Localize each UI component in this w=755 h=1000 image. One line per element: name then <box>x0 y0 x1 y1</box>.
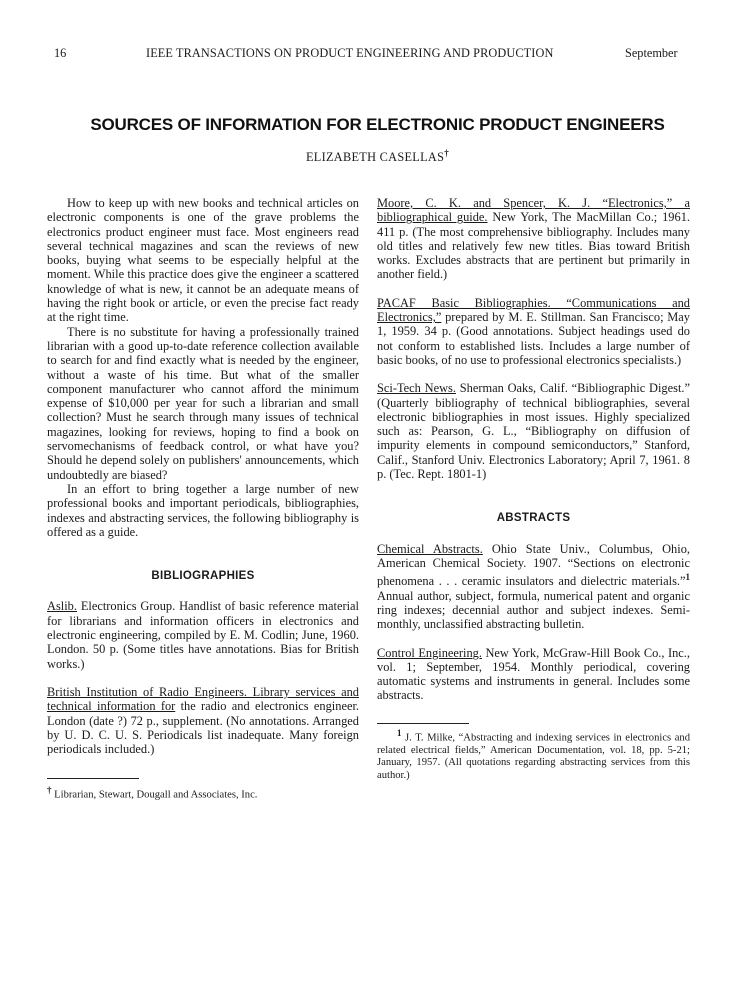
entry-title: Control Engineering. <box>377 645 482 660</box>
intro-paragraph: There is no substitute for having a professionally trained librarian with a good up-to-date reference collection available to search for and find exactly what is needed by the engineer, without a waste of his time. But what of the smaller component manufacturer who cannot afford the minimum expense of $10,000 per year for such a librarian and small collection? Must he search through many issues of technical magazines, looking for reviews, hoping to find a book on servomechanisms of feedback control, or what have you? Should he depend solely on publishers' announcements, which undoubtedly are biased? <box>47 324 359 482</box>
bibliography-entry <box>377 196 690 282</box>
author-name: ELIZABETH CASELLAS <box>305 150 445 165</box>
abstract-entry <box>377 542 690 632</box>
entry-text: the radio and electronics engineer. London (date ?) 72 p., supplement. (No annotations. Arranged by U. D. C. U. S. Periodicals list inadequate. Many foreign periodicals included.) <box>47 699 359 757</box>
abstract-entry <box>377 646 690 703</box>
author-footnote-mark: † <box>444 148 450 158</box>
entry-text: Annual author, subject, formula, numerical patent and organic ring indexes; decennial author and subject indexes. Semi-monthly, unclassified abstracting bulletin. <box>377 588 690 632</box>
intro-paragraph: In an effort to bring together a large number of new professional books and important periodicals, bibliographies, indexes and abstracting services, the following bibliography is offered as a guide. <box>47 481 359 539</box>
entry-title: Moore, C. K. and Spencer, K. J. “Electronics,” a bibliographical guide. <box>377 196 690 225</box>
section-heading-abstracts: ABSTRACTS <box>496 512 571 525</box>
entry-title: PACAF Basic Bibliographies. “Communications and Electronics,” <box>377 295 690 325</box>
left-column <box>47 196 359 803</box>
footnote-mark: 1 <box>397 727 402 738</box>
entry-title: Aslib. <box>47 599 77 614</box>
bibliography-entry <box>377 296 690 367</box>
entry-title: Sci-Tech News. <box>377 381 456 396</box>
right-column <box>377 196 690 783</box>
article-author <box>0 148 755 165</box>
entry-text: New York, The MacMillan Co.; 1961. 411 p. (The most comprehensive bibliography. Includes many old titles and relatively few new titles. Bias toward British works. Excludes abstracts that are pertinent but primarily in another field.) <box>377 210 690 282</box>
running-head <box>0 46 755 64</box>
article-title: SOURCES OF INFORMATION FOR ELECTRONIC PRODUCT ENGINEERS <box>90 115 665 134</box>
page-number: 16 <box>54 46 67 60</box>
entry-title: British Institution of Radio Engineers. Library services and technical information for <box>47 684 359 714</box>
issue-month: September <box>625 46 678 60</box>
section-heading-bibliographies: BIBLIOGRAPHIES <box>151 570 255 583</box>
entry-text: Ohio State Univ., Columbus, Ohio, American Chemical Society. 1907. “Sections on electronic phenomena . . . ceramic insulators and dielectric materials.” <box>377 541 690 589</box>
entry-title: Chemical Abstracts. <box>377 541 483 556</box>
footnote-ref: 1 <box>685 572 690 583</box>
entry-text: Sherman Oaks, Calif. “Bibliographic Digest.” (Quarterly bibliography of technical bibliographies, several electronic bibliographies in most issues. Highly specialized such as: Pearson, G. L., “Bibliography on diffusion of impurity elements in compound semiconductors,” Stanford, Calif., Stanford Univ. Electronics Laboratory; April 7, 1961. 8 p. (Tec. Rept. 1801-1) <box>377 381 690 482</box>
entry-text: New York, McGraw-Hill Book Co., Inc., vol. 1; September, 1954. Monthly periodical, covering automatic systems and instruments in general. Includes some abstracts. <box>377 645 690 703</box>
journal-name: IEEE TRANSACTIONS ON PRODUCT ENGINEERING AND PRODUCTION <box>146 46 554 60</box>
entry-text: prepared by M. E. Stillman. San Francisco; May 1, 1959. 34 p. (Good annotations. Subject headings used do not conform to established lists. Includes a large number of basic books, of no use to professional electronics specialists.) <box>377 310 690 367</box>
footnote-1 <box>377 727 690 783</box>
footnote-text: J. T. Milke, “Abstracting and indexing services in electronics and related electrical fields,” American Documentation, vol. 18, pp. 5-21; January, 1957. (All quotations regarding abstracting services from this author.) <box>377 732 690 782</box>
footnote-mark: † <box>47 785 52 796</box>
footnote-author <box>47 784 359 802</box>
intro-paragraph: How to keep up with new books and technical articles on electronic components is one of the grave problems the electronics product engineer must face. Most engineers read several technical magazines and scan the reviews of new books, buying what seems to be especially helpful at the moment. While this practice does give the engineer a scattered knowledge of what is new, it cannot be an adequate means of having the right book or article, or even the precise fact ready at the right time. <box>47 196 359 325</box>
entry-text: Electronics Group. Handlist of basic reference material for librarians and information officers in electronics and electronic engineering, compiled by E. M. Codlin; June, 1960. London. 50 p. (Some titles have annotations. Bias for British works.) <box>47 599 359 671</box>
footnote-text: Librarian, Stewart, Dougall and Associates, Inc. <box>51 789 258 801</box>
bibliography-entry <box>47 599 359 670</box>
bibliography-entry <box>47 685 359 756</box>
bibliography-entry <box>377 381 690 481</box>
